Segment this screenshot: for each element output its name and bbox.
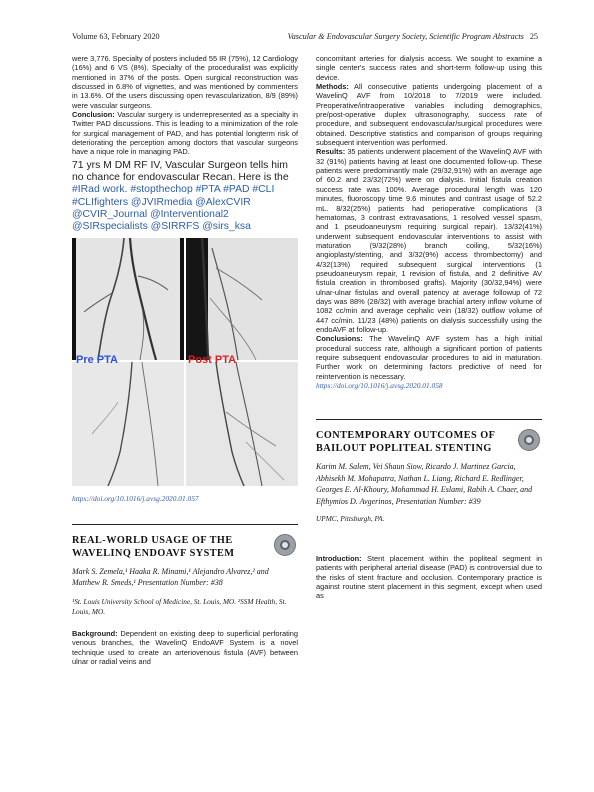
xray-panel-post-lower bbox=[186, 362, 298, 486]
conclusions-label: Conclusions: bbox=[316, 334, 363, 344]
conclusion-label: Conclusion: bbox=[72, 110, 115, 120]
background-text: Dependent on existing deep to superficial perforating venous branches, the WavelinQ EndoAVF System is a novel technique used to create an arteriovenous fistula (AVF) between ulnar or radial veins and bbox=[72, 628, 298, 666]
introduction-paragraph bbox=[316, 554, 542, 601]
doi-link-58[interactable]: https://doi.org/10.1016/j.avsg.2020.01.058 bbox=[316, 381, 443, 391]
section-title: Vascular & Endovascular Surgery Society, Scientific Program Abstracts bbox=[287, 32, 524, 41]
tweet-hashtags-4: @SIRspecialists @SIRRFS @sirs_ksa bbox=[72, 221, 251, 233]
methods-label: Methods: bbox=[316, 82, 349, 92]
tweet-screenshot bbox=[72, 160, 298, 234]
article-title: REAL-WORLD USAGE OF THE WAVELINQ ENDOAVF SYSTEM bbox=[72, 534, 235, 559]
left-column bbox=[72, 54, 298, 666]
crossmark-icon[interactable] bbox=[274, 534, 296, 556]
running-head bbox=[72, 32, 538, 44]
article-affiliation: ¹St. Louis University School of Medicine, St. Louis, MO. ²SSM Health, St. Louis, MO. bbox=[72, 596, 287, 616]
post-pta-label: Post PTA bbox=[188, 353, 237, 366]
methods-paragraph bbox=[316, 82, 542, 147]
right-column bbox=[316, 54, 542, 601]
article-header bbox=[316, 429, 542, 455]
article-header bbox=[72, 534, 298, 560]
methods-text: All consecutive patients undergoing placement of a WavelinQ AVF from 10/2018 to 7/2019 were included. Preoperative/intraoperative variables including demographics, pre/post-operative duplex ultrasonography, success rate of procedure, and subsequent endovascular/surgical procedures were obtained. Descriptive statistics and comparison of groups requiring subsequent intervention was performed. bbox=[316, 82, 542, 148]
tweet-hashtags-2: #CLIfighters @JVIRmedia @AlexCVIR bbox=[72, 196, 251, 208]
continuation-paragraph: concomitant arteries for dialysis access. We sought to examine a single center's success rates and short-term follow-up using this device. bbox=[316, 54, 542, 82]
conclusions-text: The WavelinQ AVF system has a high initial procedural success rate, although a significant portion of patients require subsequent endovascular procedures to aid in maturation. Further work on determining factors predictive of need for reintervention is necessary. bbox=[316, 334, 542, 381]
introduction-text: Stent placement within the popliteal segment in patients with peripheral arterial disease (PAD) is controversial due to the risks of stent fracture and occlusion. Contemporary practice is against routine stent placement in this segment, except when used as bbox=[316, 553, 542, 601]
results-label: Results: bbox=[316, 147, 346, 157]
xray-panel-pre-upper bbox=[72, 238, 184, 360]
tweet-hashtags-3: @CVIR_Journal @Interventional2 bbox=[72, 208, 229, 220]
page-number: 25 bbox=[529, 32, 538, 41]
article-title: CONTEMPORARY OUTCOMES OF BAILOUT POPLITEAL STENTING bbox=[316, 430, 495, 455]
background-label: Background: bbox=[72, 628, 118, 638]
crossmark-icon[interactable] bbox=[518, 429, 540, 451]
conclusions-paragraph bbox=[316, 334, 542, 381]
introduction-label: Introduction: bbox=[316, 553, 362, 563]
section-rule bbox=[316, 419, 542, 420]
article-affiliation: UPMC, Pittsburgh, PA. bbox=[316, 513, 385, 523]
background-paragraph bbox=[72, 629, 298, 666]
results-paragraph bbox=[316, 147, 542, 334]
conclusion-paragraph bbox=[72, 110, 298, 157]
pre-pta-label: Pre PTA bbox=[76, 353, 118, 366]
tweet-hashtags-1: #IRad work. #stopthechop #PTA #PAD #CLI bbox=[72, 184, 275, 196]
xray-panel-pre-lower bbox=[72, 362, 184, 486]
doi-link-57[interactable]: https://doi.org/10.1016/j.avsg.2020.01.057 bbox=[72, 493, 199, 503]
conclusion-text: Vascular surgery is underrepresented as a specialty in Twitter PAD discussions. This is leading to a minimization of the role for surgical management of PAD, and has potential longterm risk of deteriorating the perception among doctors that vascular surgeons have a nique role in managing PAD. bbox=[72, 110, 298, 157]
journal-section bbox=[288, 32, 538, 41]
article-authors: Karim M. Salem, Vei Shaun Siow, Ricardo J. Martinez Garcia, Abhisekh M. Mohapatra, Nathan L. Liang, Richard E. Redlinger, Georges E. Al-Khoury, Mohammad H. Eslami, Rabih A. Chaer, and Efthymios D. Avgerinos, Presentation Number: #39 bbox=[316, 462, 533, 507]
angiography-figure bbox=[72, 238, 298, 486]
journal-volume: Volume 63, February 2020 bbox=[72, 32, 160, 41]
xray-panel-post-upper bbox=[186, 238, 298, 360]
tweet-text: 71 yrs M DM RF IV, Vascular Surgeon tells him no chance for endovascular Recan. Here is the bbox=[72, 159, 289, 184]
intro-paragraph: were 3,776. Specialty of posters included 55 IR (75%), 12 Cardiology (16%) and 6 VS (8%). Specialty of the proceduralist was explicitly mentioned in 37% of the posts. Open surgical reconstruction was discussed in 6.8% of vignettes, and was mentioned by commenters in 13.6%. Of the users discussing open revascularization, 8/9 (89%) were vascular surgeons. bbox=[72, 54, 298, 110]
results-text: 35 patients underwent placement of the WavelinQ AVF with 32 (91%) patients having at least one documented follow-up. These patients were predominantly male (29/32,91%) with an average age of 60.2 and 23/32(72%) were on dialysis. Initial fistula creation success rate was 100%. Average procedural length was 120 minutes, fluoroscopy time 9.6 minutes and contrast usage of 52.2 mL. 8/32(25%) patients had perioperative complications (3 hematomas, 3 contrast extravasations, 1 resolved vessel spasm, and 1 pseudoaneurysm requiring surgical repair). 13/32(41%) underwent subsequent endovascular interventions to assist with maturation (9/32(28%) branch coiling, 5/32(16%) angioplasty/stenting, and 3/32(9%) access thrombectomy) and 4/32(13%) required subsequent surgical interventions (1 pseudoaneurysm repair, 1 revision of fistula, and 2 definitive AV fistula creation in thrombosed grafts). Majority (30/32,94%) were ulnar-ulnar fistulas and overall patency at average followup of 72 days was 88% (28/32) with average brachial artery inflow volume of 1082 cc/min and average cephalic vein (18/32) outflow volume of 447 cc/min. 11/23 (48%) patients on dialysis successfully using the endoAVF at follow-up. bbox=[316, 147, 542, 334]
article-authors: Mark S. Zemela,¹ Haaka R. Minami,¹ Alejandro Alvarez,² and Matthew R. Smeds,¹ Presentation Number: #38 bbox=[72, 566, 269, 588]
section-rule bbox=[72, 524, 298, 525]
